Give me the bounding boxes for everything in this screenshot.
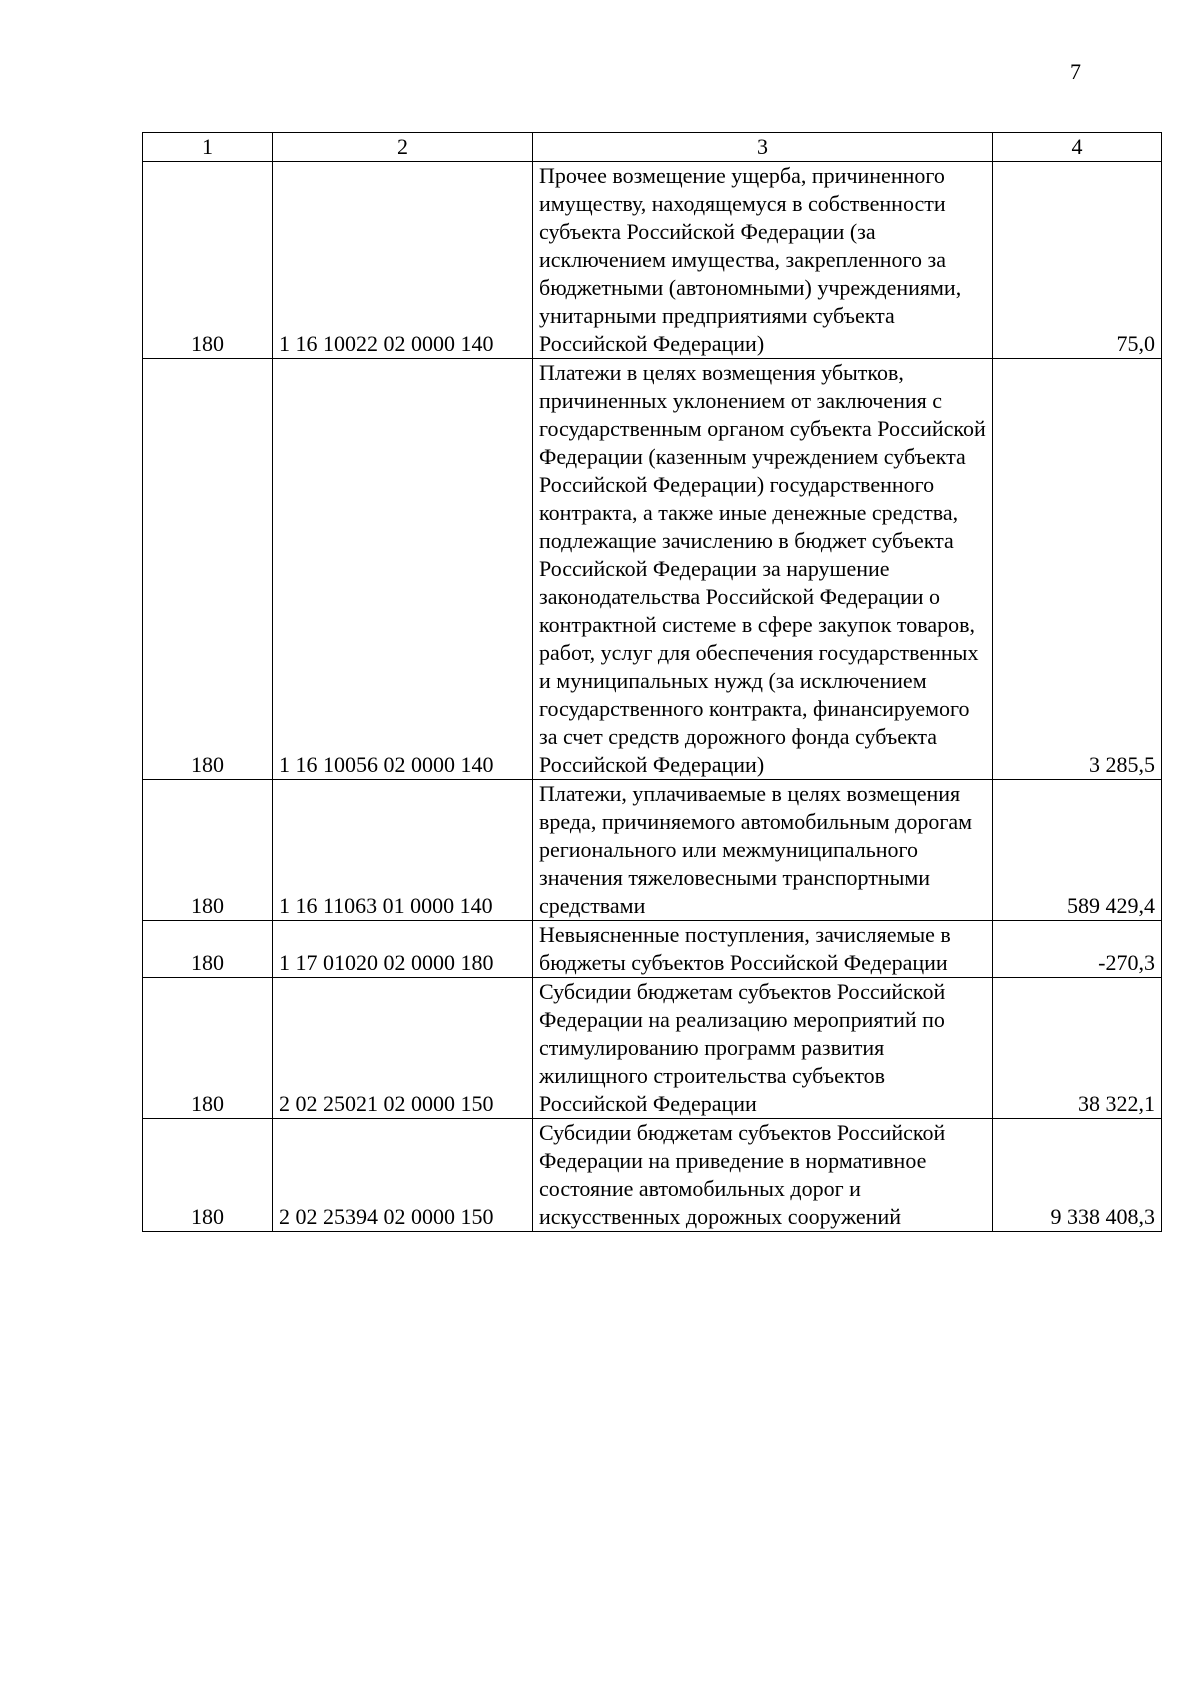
description-cell: Невыясненные поступления, зачисляемые в бюджеты субъектов Российской Федерации [533, 921, 993, 978]
admin-code-cell: 180 [143, 1119, 273, 1232]
column-header-1: 1 [143, 133, 273, 162]
amount-cell: 589 429,4 [993, 780, 1162, 921]
admin-code-cell: 180 [143, 780, 273, 921]
description-cell: Субсидии бюджетам субъектов Российской Федерации на реализацию мероприятий по стимулированию программ развития жилищного строительства субъектов Российской Федерации [533, 978, 993, 1119]
amount-cell: 9 338 408,3 [993, 1119, 1162, 1232]
description-cell: Прочее возмещение ущерба, причиненного имуществу, находящемуся в собственности субъекта Российской Федерации (за исключением имущества, закрепленного за бюджетными (автономными) учреждениями, унитарными предприятиями субъекта Российской Федерации) [533, 162, 993, 359]
amount-cell: -270,3 [993, 921, 1162, 978]
table-row [143, 780, 1162, 921]
column-header-3: 3 [533, 133, 993, 162]
description-cell: Платежи, уплачиваемые в целях возмещения вреда, причиняемого автомобильным дорогам регионального или межмуниципального значения тяжеловесными транспортными средствами [533, 780, 993, 921]
admin-code-cell: 180 [143, 978, 273, 1119]
amount-cell: 38 322,1 [993, 978, 1162, 1119]
revenue-code-cell: 1 16 10022 02 0000 140 [273, 162, 533, 359]
table-row [143, 359, 1162, 780]
admin-code-cell: 180 [143, 921, 273, 978]
budget-revenue-table [142, 132, 1162, 1232]
revenue-code-cell: 1 16 10056 02 0000 140 [273, 359, 533, 780]
revenue-code-cell: 2 02 25021 02 0000 150 [273, 978, 533, 1119]
admin-code-cell: 180 [143, 359, 273, 780]
page-number: 7 [1070, 59, 1081, 84]
column-header-2: 2 [273, 133, 533, 162]
revenue-code-cell: 1 16 11063 01 0000 140 [273, 780, 533, 921]
amount-cell: 3 285,5 [993, 359, 1162, 780]
table-header-row [143, 133, 1162, 162]
revenue-code-cell: 1 17 01020 02 0000 180 [273, 921, 533, 978]
table-row [143, 978, 1162, 1119]
admin-code-cell: 180 [143, 162, 273, 359]
revenue-code-cell: 2 02 25394 02 0000 150 [273, 1119, 533, 1232]
table-row [143, 1119, 1162, 1232]
description-cell: Платежи в целях возмещения убытков, причиненных уклонением от заключения с государственным органом субъекта Российской Федерации (казенным учреждением субъекта Российской Федерации) государственного контракта, а также иные денежные средства, подлежащие зачислению в бюджет субъекта Российской Федерации за нарушение законодательства Российской Федерации о контрактной системе в сфере закупок товаров, работ, услуг для обеспечения государственных и муниципальных нужд (за исключением государственного контракта, финансируемого за счет средств дорожного фонда субъекта Российской Федерации) [533, 359, 993, 780]
table-row [143, 162, 1162, 359]
table-row [143, 921, 1162, 978]
amount-cell: 75,0 [993, 162, 1162, 359]
column-header-4: 4 [993, 133, 1162, 162]
description-cell: Субсидии бюджетам субъектов Российской Федерации на приведение в нормативное состояние автомобильных дорог и искусственных дорожных сооружений [533, 1119, 993, 1232]
